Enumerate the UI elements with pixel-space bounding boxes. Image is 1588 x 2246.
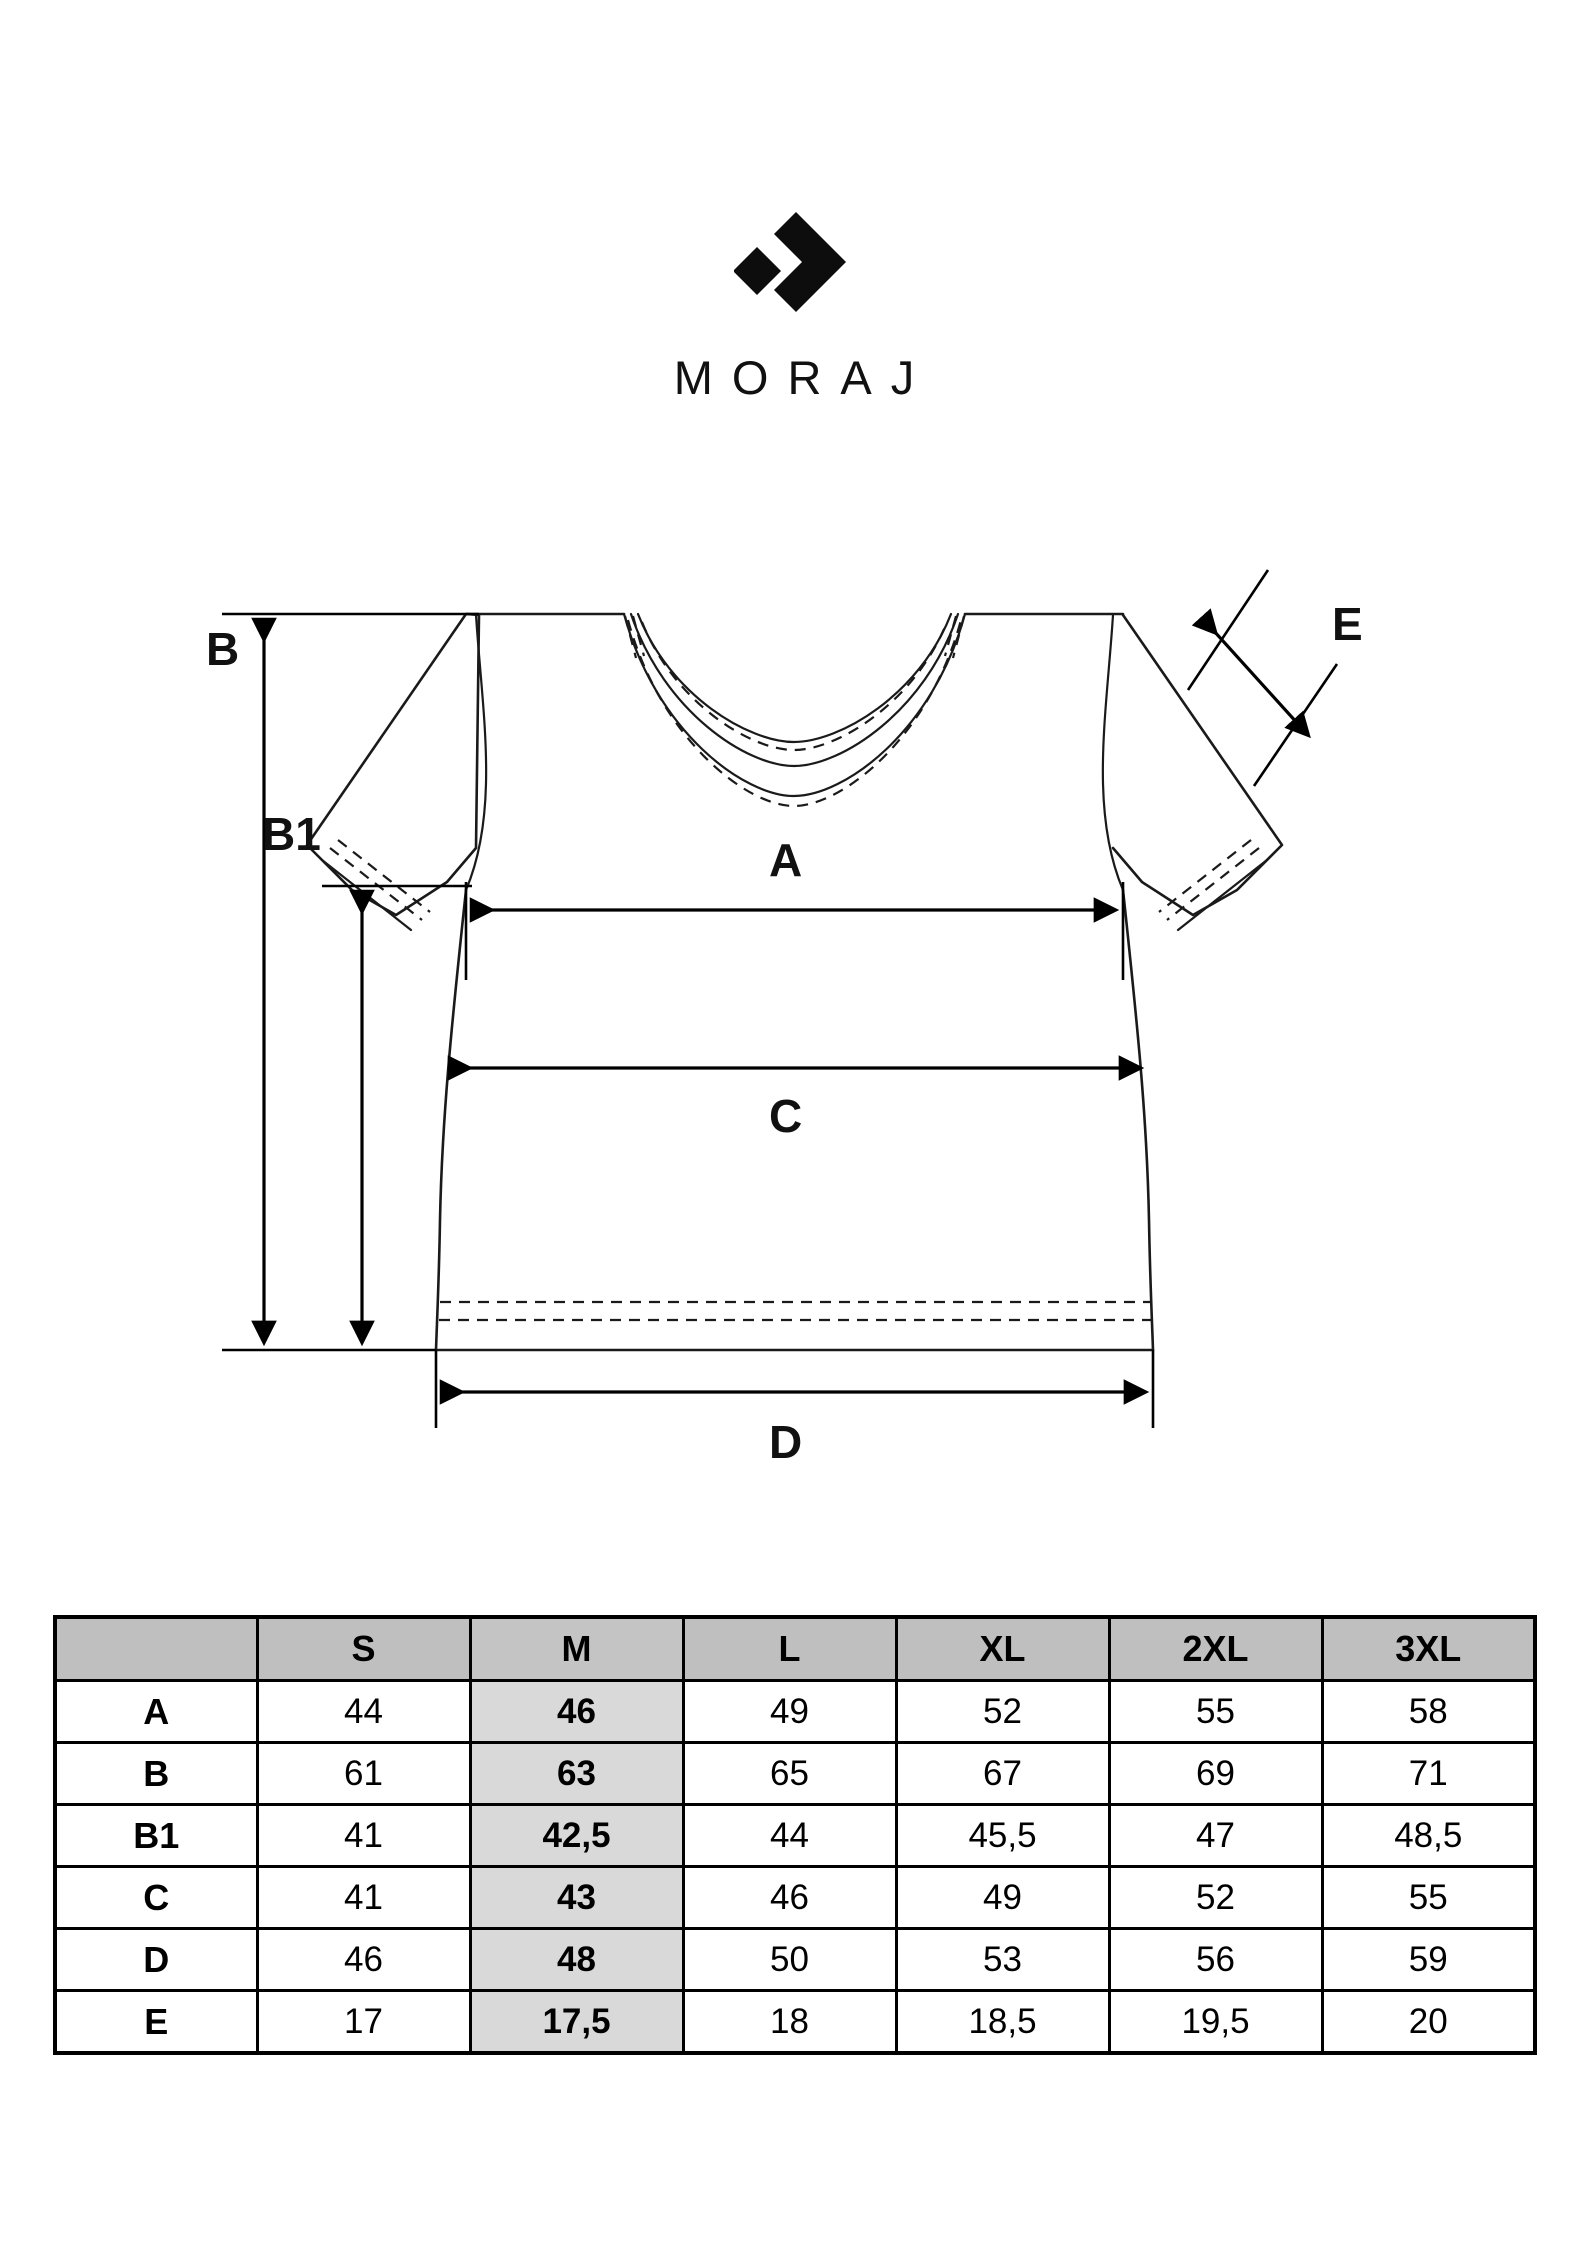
- row-label-c: C: [55, 1867, 257, 1929]
- cell-b-3xl: 71: [1322, 1743, 1535, 1805]
- cell-e-2xl: 19,5: [1109, 1991, 1322, 2054]
- cell-b1-l: 44: [683, 1805, 896, 1867]
- size-chart-table: [53, 1615, 1537, 2055]
- row-label-b1: B1: [55, 1805, 257, 1867]
- brand-header: [0, 0, 1588, 404]
- row-label-a: A: [55, 1681, 257, 1743]
- cell-a-3xl: 58: [1322, 1681, 1535, 1743]
- cell-b-m: 63: [470, 1743, 683, 1805]
- table-header-row: [55, 1617, 1535, 1681]
- cell-d-m: 48: [470, 1929, 683, 1991]
- dimension-C: [452, 1068, 1140, 1142]
- dimension-A: [466, 834, 1123, 980]
- cell-a-m: 46: [470, 1681, 683, 1743]
- garment-diagram: [0, 560, 1588, 1460]
- column-header-l: L: [683, 1617, 896, 1681]
- cell-b-xl: 67: [896, 1743, 1109, 1805]
- size-table-body: [55, 1681, 1535, 2054]
- column-header-s: S: [257, 1617, 470, 1681]
- cell-e-s: 17: [257, 1991, 470, 2054]
- row-label-d: D: [55, 1929, 257, 1991]
- dimension-label-B: B: [206, 623, 240, 675]
- cell-d-s: 46: [257, 1929, 470, 1991]
- cell-d-2xl: 56: [1109, 1929, 1322, 1991]
- tshirt-outline: [307, 614, 1282, 1350]
- table-row: [55, 1805, 1535, 1867]
- tshirt-technical-drawing: [204, 560, 1384, 1460]
- cell-d-xl: 53: [896, 1929, 1109, 1991]
- column-header-2xl: 2XL: [1109, 1617, 1322, 1681]
- table-row: [55, 1681, 1535, 1743]
- cell-c-s: 41: [257, 1867, 470, 1929]
- column-header-3xl: 3XL: [1322, 1617, 1535, 1681]
- dimension-label-E: E: [1332, 598, 1363, 650]
- column-header-xl: XL: [896, 1617, 1109, 1681]
- cell-e-l: 18: [683, 1991, 896, 2054]
- column-header-m: M: [470, 1617, 683, 1681]
- cell-b1-s: 41: [257, 1805, 470, 1867]
- brand-wordmark: MORAJ: [673, 351, 934, 404]
- cell-d-3xl: 59: [1322, 1929, 1535, 1991]
- dimension-E: [1188, 570, 1363, 786]
- cell-b1-2xl: 47: [1109, 1805, 1322, 1867]
- dimension-label-A: A: [769, 834, 803, 886]
- cell-c-l: 46: [683, 1867, 896, 1929]
- table-row: [55, 1867, 1535, 1929]
- dimension-label-C: C: [769, 1090, 803, 1142]
- row-label-e: E: [55, 1991, 257, 2054]
- moraj-chevron-logo-icon: [734, 206, 854, 318]
- dimension-label-B1: B1: [262, 808, 321, 860]
- cell-b-2xl: 69: [1109, 1743, 1322, 1805]
- dimension-D: [436, 1350, 1153, 1460]
- cell-a-2xl: 55: [1109, 1681, 1322, 1743]
- cell-c-xl: 49: [896, 1867, 1109, 1929]
- table-row: [55, 1991, 1535, 2054]
- cell-b-s: 61: [257, 1743, 470, 1805]
- cell-d-l: 50: [683, 1929, 896, 1991]
- cell-b-l: 65: [683, 1743, 896, 1805]
- dimension-B: [206, 614, 479, 1350]
- cell-c-m: 43: [470, 1867, 683, 1929]
- cell-b1-xl: 45,5: [896, 1805, 1109, 1867]
- cell-a-l: 49: [683, 1681, 896, 1743]
- dimension-label-D: D: [769, 1416, 803, 1460]
- table-row: [55, 1743, 1535, 1805]
- cell-a-s: 44: [257, 1681, 470, 1743]
- cell-c-3xl: 55: [1322, 1867, 1535, 1929]
- table-corner-cell: [55, 1617, 257, 1681]
- dimension-B1: [262, 808, 472, 1342]
- size-table-header: [55, 1617, 1535, 1681]
- table-row: [55, 1929, 1535, 1991]
- row-label-b: B: [55, 1743, 257, 1805]
- cell-e-m: 17,5: [470, 1991, 683, 2054]
- cell-e-xl: 18,5: [896, 1991, 1109, 2054]
- cell-c-2xl: 52: [1109, 1867, 1322, 1929]
- cell-e-3xl: 20: [1322, 1991, 1535, 2054]
- cell-a-xl: 52: [896, 1681, 1109, 1743]
- cell-b1-3xl: 48,5: [1322, 1805, 1535, 1867]
- size-table-container: [53, 1615, 1535, 2055]
- cell-b1-m: 42,5: [470, 1805, 683, 1867]
